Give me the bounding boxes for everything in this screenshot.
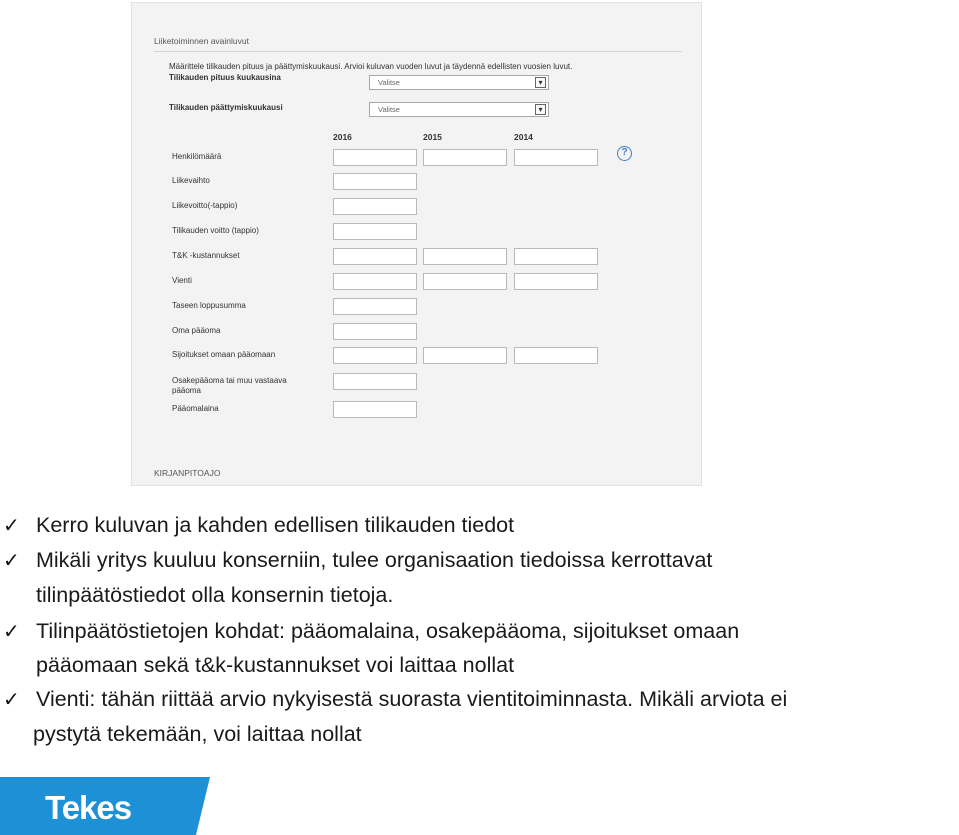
value-input[interactable] bbox=[514, 248, 598, 265]
row-label: Sijoitukset omaan pääomaan bbox=[172, 350, 276, 359]
period-length-label: Tilikauden pituus kuukausina bbox=[169, 73, 281, 82]
bullet-text: pystytä tekemään, voi laittaa nollat bbox=[33, 722, 362, 746]
bullet-text: Kerro kuluvan ja kahden edellisen tilikauden tiedot bbox=[36, 513, 515, 537]
check-icon: ✓ bbox=[3, 621, 20, 643]
period-length-value: Valitse bbox=[378, 78, 400, 87]
period-length-select[interactable] bbox=[369, 75, 549, 90]
section-divider bbox=[154, 51, 682, 52]
value-input[interactable] bbox=[423, 149, 507, 166]
row-label: T&K -kustannukset bbox=[172, 251, 240, 260]
check-icon: ✓ bbox=[3, 550, 20, 572]
value-input[interactable] bbox=[333, 273, 417, 290]
row-label: Liikevaihto bbox=[172, 176, 210, 185]
year-header: 2015 bbox=[423, 132, 442, 142]
bullet-text: Vienti: tähän riittää arvio nykyisestä suorasta vientitoiminnasta. Mikäli arviota ei bbox=[36, 687, 788, 711]
chevron-down-icon[interactable]: ▾ bbox=[535, 77, 546, 88]
period-end-month-value: Valitse bbox=[378, 105, 400, 114]
value-input[interactable] bbox=[333, 198, 417, 215]
help-icon[interactable]: ? bbox=[617, 146, 632, 161]
row-label: Tilikauden voitto (tappio) bbox=[172, 226, 259, 235]
chevron-down-icon[interactable]: ▾ bbox=[535, 104, 546, 115]
value-input[interactable] bbox=[514, 347, 598, 364]
check-icon: ✓ bbox=[3, 515, 20, 537]
next-section-title: KIRJANPITOAJO bbox=[154, 468, 221, 478]
value-input[interactable] bbox=[333, 347, 417, 364]
value-input[interactable] bbox=[333, 248, 417, 265]
row-label: Osakepääoma tai muu vastaava pääoma bbox=[172, 376, 287, 395]
value-input[interactable] bbox=[514, 149, 598, 166]
row-label: Vienti bbox=[172, 276, 192, 285]
period-end-month-select[interactable] bbox=[369, 102, 549, 117]
value-input[interactable] bbox=[333, 223, 417, 240]
bullet-text: Mikäli yritys kuuluu konserniin, tulee organisaation tiedoissa kerrottavat bbox=[36, 548, 713, 572]
value-input[interactable] bbox=[423, 248, 507, 265]
value-input[interactable] bbox=[333, 401, 417, 418]
year-header: 2014 bbox=[514, 132, 533, 142]
row-label: Taseen loppusumma bbox=[172, 301, 246, 310]
check-icon: ✓ bbox=[3, 689, 20, 711]
period-end-month-label: Tilikauden päättymiskuukausi bbox=[169, 103, 283, 112]
logo-text: Tekes bbox=[45, 789, 132, 826]
row-label: Henkilömäärä bbox=[172, 152, 222, 161]
bullet-text: Tilinpäätöstietojen kohdat: pääomalaina, osakepääoma, sijoitukset omaan bbox=[36, 619, 740, 643]
bullet-text: pääomaan sekä t&k-kustannukset voi laittaa nollat bbox=[36, 653, 515, 677]
form-screenshot bbox=[131, 2, 702, 486]
row-label: Pääomalaina bbox=[172, 404, 219, 413]
value-input[interactable] bbox=[333, 298, 417, 315]
value-input[interactable] bbox=[333, 173, 417, 190]
value-input[interactable] bbox=[423, 347, 507, 364]
year-header: 2016 bbox=[333, 132, 352, 142]
row-label: Oma pääoma bbox=[172, 326, 221, 335]
section-title: Liiketoiminnen avainluvut bbox=[154, 36, 249, 46]
value-input[interactable] bbox=[333, 373, 417, 390]
value-input[interactable] bbox=[333, 323, 417, 340]
value-input[interactable] bbox=[423, 273, 507, 290]
value-input[interactable] bbox=[333, 149, 417, 166]
instruction-text: Määrittele tilikauden pituus ja päättymiskuukausi. Arvioi kuluvan vuoden luvut ja täydennä edellisten vuosien luvut. bbox=[169, 62, 573, 71]
value-input[interactable] bbox=[514, 273, 598, 290]
row-label: Liikevoitto(-tappio) bbox=[172, 201, 238, 210]
bullet-text: tilinpäätöstiedot olla konsernin tietoja. bbox=[36, 583, 394, 607]
